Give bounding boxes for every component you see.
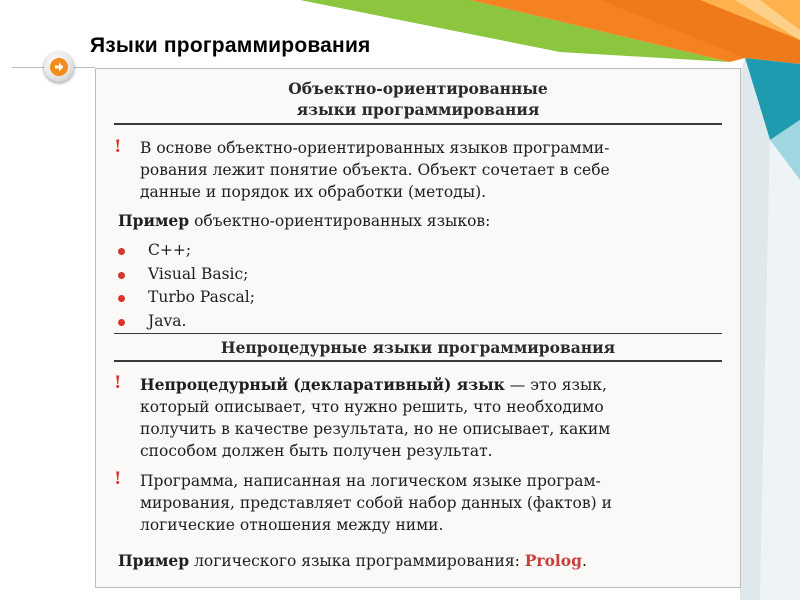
list-item (116, 263, 255, 287)
declarative-note-line (140, 374, 720, 396)
arrow-right-icon (49, 57, 69, 77)
section-rule (114, 360, 722, 362)
oop-note (140, 137, 720, 203)
bullet-dot-icon (118, 272, 125, 279)
list-item (116, 239, 255, 263)
list-item (116, 310, 255, 334)
declarative-note (140, 374, 720, 462)
next-slide-button[interactable] (44, 52, 74, 82)
example-label: Пример (118, 551, 190, 570)
note-mark: ! (114, 373, 122, 393)
section-rule (114, 333, 722, 334)
bullet-dot-icon (118, 248, 125, 255)
bullet-dot-icon (118, 295, 125, 302)
example-label: Пример (118, 211, 190, 230)
list-item (116, 286, 255, 310)
language-name: Java. (148, 311, 187, 330)
logic-note-line: мирования, представляет собой набор данных (фактов) и (140, 494, 612, 512)
textbook-page (95, 68, 741, 588)
declarative-note-line: который описывает, что нужно решить, что необходимо (140, 398, 604, 416)
declarative-note-line: способом должен быть получен результат. (140, 442, 493, 460)
logic-note (140, 470, 720, 536)
note-mark: ! (114, 137, 122, 157)
language-name: Visual Basic; (148, 264, 249, 283)
declarative-term: Непроцедурный (декларативный) язык (140, 375, 505, 394)
section-rule (114, 123, 722, 125)
note-mark: ! (114, 469, 122, 489)
declarative-note-text: — это язык, (504, 376, 607, 394)
example-end: . (581, 552, 587, 570)
oop-note-line: рования лежит понятие объекта. Объект сочетает в себе (140, 161, 610, 179)
language-name: Turbo Pascal; (148, 288, 255, 306)
section-heading-declarative: Непроцедурные языки программирования (220, 338, 616, 357)
logic-note-line: Программа, написанная на логическом языке програм- (140, 472, 601, 490)
logic-note-line: логические отношения между ними. (140, 516, 444, 534)
bullet-dot-icon (118, 319, 125, 326)
declarative-note-line: получить в качестве результата, но не описывает, каким (140, 420, 611, 438)
oop-example (118, 210, 490, 232)
language-list (116, 239, 255, 333)
language-name: C++; (148, 241, 192, 259)
oop-note-line: данные и порядок их обработки (методы). (140, 183, 487, 201)
slide-title: Языки программирования (90, 34, 371, 57)
oop-note-line: В основе объектно-ориентированных языков программи- (140, 139, 610, 157)
section-heading-oop-line1: Объектно-ориентированные (288, 79, 548, 98)
example-text: логического языка программирования: (189, 552, 525, 570)
logic-example (118, 550, 587, 572)
example-language: Prolog (524, 551, 582, 570)
example-text: объектно-ориентированных языков: (189, 212, 491, 230)
section-heading-oop-line2: языки программирования (296, 100, 540, 119)
